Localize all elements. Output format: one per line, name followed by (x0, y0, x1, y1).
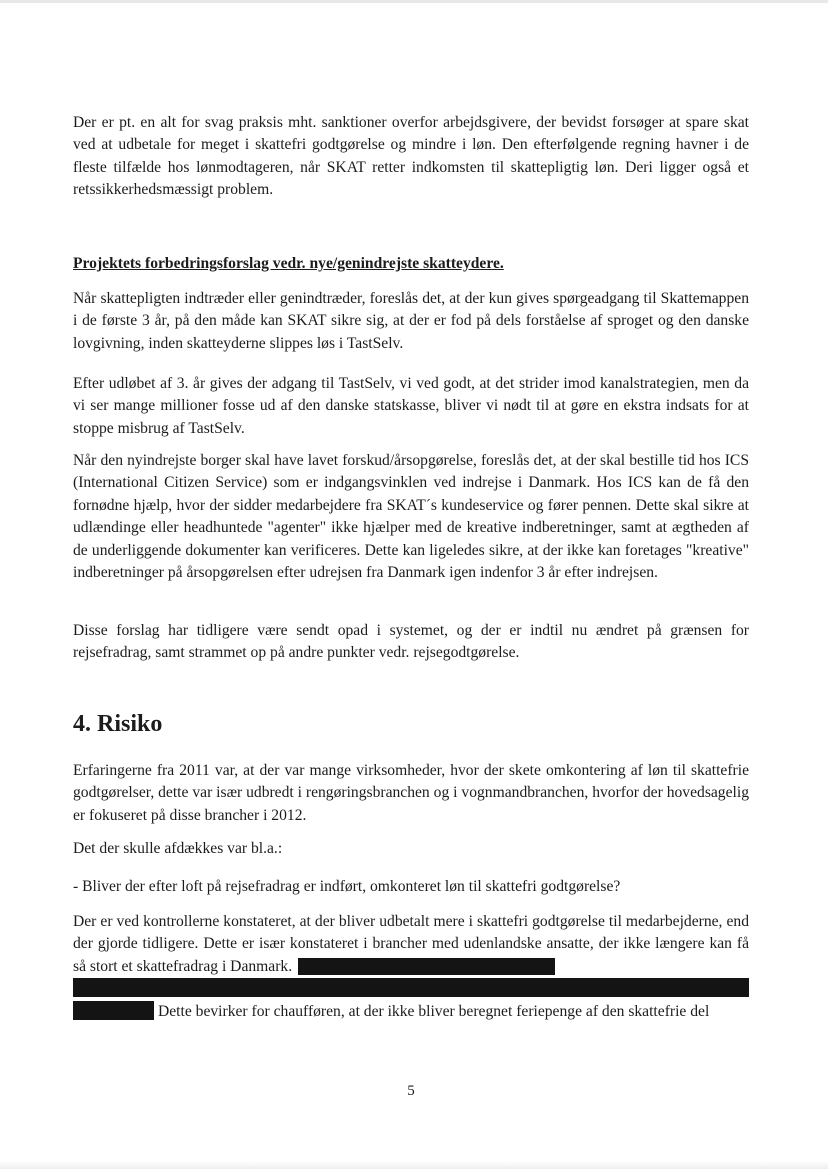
paragraph-ics-proposal: Når den nyindrejste borger skal have lavet forskud/årsopgørelse, foreslås det, at der skal bestille tid hos ICS (International Citizen Service) som er indgangsvinklen ved indrejse i Danmark. Hos ICS kan de få den fornødne hjælp, hvor der sidder medarbejdere fra SKAT´s kundeservice og fører pennen. Dette skal sikre at udlændinge eller headhuntede "agenter" ikke hjælper med de kreative indberetninger, samt at ægtheden af de underliggende dokumenter kan verificeres. Dette kan ligeledes sikre, at der ikke kan foretages "kreative" indberetninger på årsopgørelsen efter udrejsen fra Danmark igen indenfor 3 år efter indrejsen. (73, 452, 749, 582)
paragraph-experience-2011: Erfaringerne fra 2011 var, at der var mange virksomheder, hvor der skete omkontering af løn til skattefrie godtgørelser, dette var især udbredt i rengøringsbranchen og i vognmandbranchen, hvorfor der hovedsagelig er fokuseret på disse brancher i 2012. (73, 762, 749, 824)
paragraph-sanctions: Der er pt. en alt for svag praksis mht. sanktioner overfor arbejdsgivere, der bevidst forsøger at spare skat ved at udbetale for meget i skattefri godtgørelse og mindre i løn. Den efterfølgende regning havner i de fleste tilfælde hos lønmodtageren, når SKAT retter indkomsten til skattepligtig løn. Deri ligger også et retssikkerhedsmæssigt problem. (73, 114, 749, 199)
subheading-project-proposals: Projektets forbedringsforslag vedr. nye/genindrejste skatteydere. (73, 255, 504, 272)
paragraph-to-be-covered: Det der skulle afdækkes var bl.a.: (73, 840, 283, 857)
redaction-block (73, 1001, 154, 1020)
paragraph-earlier-proposals: Disse forslag har tidligere være sendt opad i systemet, og der er indtil nu ændret på grænsen for rejsefradrag, samt strammet op på andre punkter vedr. rejsegodtgørelse. (73, 622, 749, 662)
paragraph-question-item: - Bliver der efter loft på rejsefradrag er indført, omkonteret løn til skattefri godtgørelse? (73, 878, 621, 895)
scan-edge-bottom (0, 1161, 828, 1169)
paragraph-control-findings-text: Der er ved kontrollerne konstateret, at der bliver udbetalt mere i skattefri godtgørelse til medarbejderne, end der gjorde tidligere. Dette er især konstateret i brancher med udenlandske ansatte, der ikke længere kan få så stort et skattefradrag i Danmark. (73, 913, 749, 975)
paragraph-tax-liability: Når skattepligten indtræder eller genindtræder, foreslås det, at der kun gives spørgeadgang til Skattemappen i de første 3 år, på den måde kan SKAT sikre sig, at der er fod på dels forståelse af sproget og den danske lovgivning, inden skatteyderne slippes løs i TastSelv. (73, 290, 749, 352)
scan-edge-top (0, 0, 828, 3)
redaction-block (298, 958, 555, 975)
paragraph-tastselv-access: Efter udløbet af 3. år gives der adgang til TastSelv, vi ved godt, at det strider imod kanalstrategien, men da vi ser mange millioner fosse ud af den danske statskasse, bliver vi nødt til at gøre en ekstra indsats for at stoppe misbrug af TastSelv. (73, 375, 749, 437)
paragraph-control-findings (73, 911, 749, 978)
redaction-line (73, 978, 749, 997)
page-number: 5 (407, 1083, 415, 1099)
paragraph-driver-consequence-text: Dette bevirker for chaufføren, at der ikke bliver beregnet feriepenge af den skattefrie del (158, 1003, 710, 1020)
section-title-risk: 4. Risiko (73, 711, 163, 737)
paragraph-driver-consequence (73, 1001, 749, 1023)
